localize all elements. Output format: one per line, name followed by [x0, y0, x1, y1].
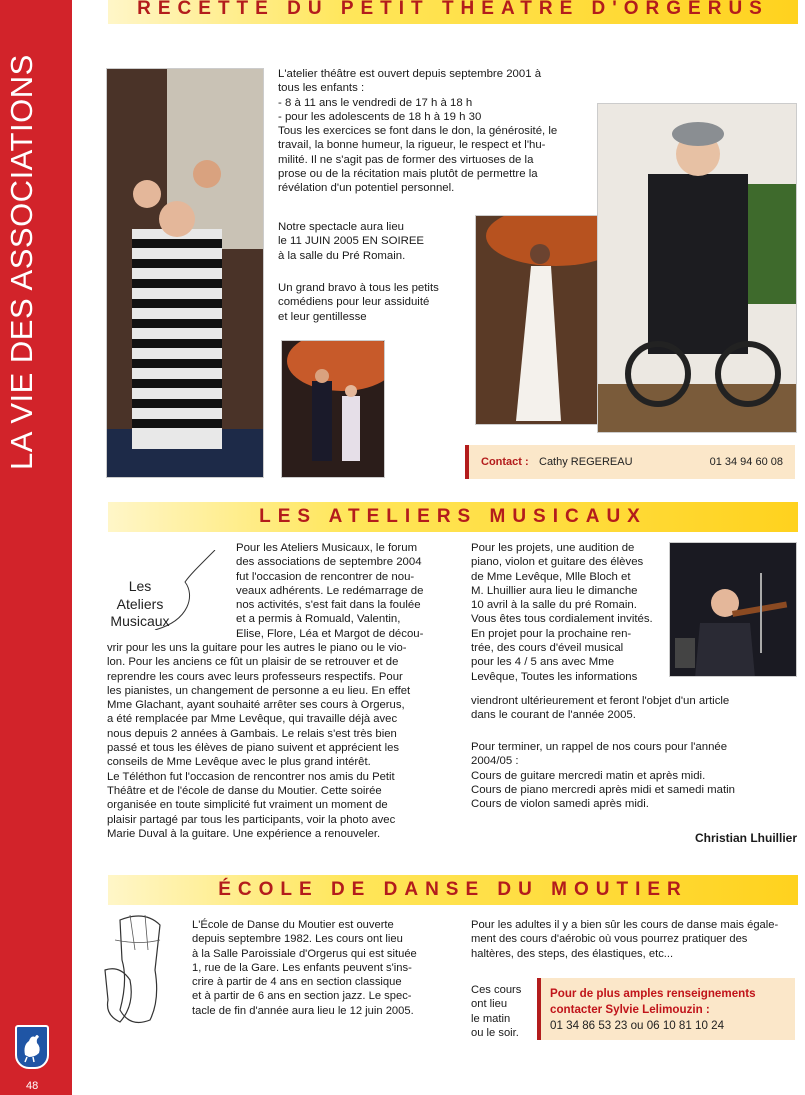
theatre-paragraph-2 — [278, 220, 478, 263]
text-line: En projet pour la prochaine ren- — [471, 627, 632, 640]
text-line: passé et tous les élèves de piano suivent et apprécient les — [107, 742, 400, 755]
text-line: ont lieu — [471, 998, 508, 1011]
text-line: - 8 à 11 ans le vendredi de 17 h à 18 h — [278, 96, 473, 109]
music-right-narrow — [471, 541, 663, 684]
text-line: milité. Il ne s'agit pas de former des virtuoses de la — [278, 153, 534, 166]
text-line: dans le courant de l'année 2005. — [471, 709, 636, 722]
contact-label: Contact : — [481, 456, 529, 468]
music-left-indented — [236, 541, 460, 641]
contact-name: Cathy REGEREAU — [539, 456, 633, 468]
text-line: prose ou de la récitation mais plutôt de permettre la — [278, 168, 538, 181]
text-line: a été remplacée par Mme Levêque, qui travaille déjà avec — [107, 713, 398, 726]
info-title-1: Pour de plus amples renseignements — [550, 987, 756, 1000]
danse-left — [192, 918, 432, 1018]
text-line: fut l'occasion de rencontrer de nou- — [236, 570, 415, 583]
text-line: M. Lhuillier aura lieu le dimanche — [471, 584, 638, 597]
text-line: révélation d'un potentiel personnel. — [278, 182, 455, 195]
text-line: nous depuis 2 années à Gambais. Le relais s'est très bien — [107, 727, 397, 740]
text-line: à la Salle Paroissiale d'Orgerus qui est située — [192, 947, 417, 960]
info-box-danse — [537, 978, 795, 1040]
text-line: Mme Glachant, ayant souhaité arrêter ses cours à Orgerus, — [107, 699, 405, 712]
text-line: piano, violon et guitare des élèves — [471, 556, 644, 569]
photo-stage — [281, 340, 385, 478]
rooster-shield-icon — [15, 1025, 49, 1069]
section-header-theatre — [108, 0, 798, 24]
text-line: haltères, des steps, des élastiques, etc... — [471, 947, 674, 960]
text-line: organisée en toute simplicité fut vraiment un moment de — [107, 799, 388, 812]
text-line: Pour terminer, un rappel de nos cours pour l'année — [471, 741, 728, 753]
text-line: pour les 4 / 5 ans avec Mme — [471, 656, 615, 669]
photo-violin — [669, 542, 797, 677]
text-line: Cours de guitare mercredi matin et après midi. — [471, 769, 706, 782]
text-line: Marie Duval à la guitare. Une expérience a renouveler. — [107, 827, 381, 840]
callout-line: Musicaux — [110, 613, 170, 629]
text-line: viendront ultérieurement et feront l'objet d'un article — [471, 695, 730, 707]
section-header-danse — [108, 875, 798, 905]
section-title-music: LES ATELIERS MUSICAUX — [259, 506, 647, 527]
text-line: et a permis à Romuald, Valentin, — [236, 613, 401, 626]
text-line: de Mme Levêque, Mlle Bloch et — [471, 570, 631, 583]
text-line: Le Téléthon fut l'occasion de rencontrer nos amis du Petit — [107, 770, 395, 783]
callout-text — [100, 578, 180, 631]
text-line: trée, des cours d'éveil musical — [471, 642, 624, 655]
text-line: Théâtre et de l'école de danse du Moutier. Cette soirée — [107, 784, 382, 797]
callout-line: Ateliers — [116, 595, 164, 612]
page-number: 48 — [26, 1080, 39, 1092]
text-line: lon. Pour les anciens ce fût un plaisir de se retrouver et de — [107, 656, 399, 669]
text-line: L'atelier théâtre est ouvert depuis septembre 2001 à — [278, 68, 542, 80]
text-line: vrir pour les uns la guitare pour les autres le piano ou le vio- — [107, 642, 407, 654]
photo-wheelchair — [597, 103, 797, 433]
text-line: travail, la bonne humeur, la rigueur, le respect et l'hu- — [278, 139, 546, 152]
text-line: Pour les adultes il y a bien sûr les cours de danse mais égale- — [471, 919, 779, 931]
ballet-shoes-drawing — [100, 910, 180, 1030]
text-line: veaux adhérents. Le redémarrage de — [236, 584, 424, 597]
text-line: Pour les Ateliers Musicaux, le forum — [236, 542, 418, 554]
text-line: et à partir de 6 ans en section jazz. Le spec- — [192, 990, 412, 1003]
text-line: et leur gentillesse — [278, 310, 367, 323]
text-line: tous les enfants : — [278, 82, 365, 95]
text-line: Vous êtes tous cordialement invités. — [471, 613, 653, 626]
text-line: Levêque, Toutes les informations — [471, 670, 638, 683]
text-line: Elise, Flore, Léa et Margot de décou- — [236, 627, 424, 640]
text-line: depuis septembre 1982. Les cours ont lieu — [192, 933, 403, 946]
info-phones: 01 34 86 53 23 ou 06 10 81 10 24 — [550, 1019, 725, 1032]
text-line: les pianistes, un changement de personne a eu lieu. En effet — [107, 684, 411, 697]
sidebar-title: LA VIE DES ASSOCIATIONS — [4, 54, 39, 470]
text-line: reprendre les cours avec leurs professeurs respectifs. Pour — [107, 670, 403, 683]
text-line: Pour les projets, une audition de — [471, 542, 635, 554]
callout-ateliers — [100, 570, 210, 640]
text-line: crire à partir de 4 ans en section classique — [192, 976, 402, 989]
text-line: le 11 JUIN 2005 EN SOIREE — [278, 235, 425, 248]
text-line: conseils de Mme Levêque avec le plus grand intérêt. — [107, 756, 371, 769]
music-reminder — [471, 740, 797, 811]
section-header-music — [108, 502, 798, 532]
text-line: 2004/05 : — [471, 755, 519, 768]
contact-phone: 01 34 94 60 08 — [709, 456, 783, 468]
text-line: - pour les adolescents de 18 h à 19 h 30 — [278, 110, 482, 123]
text-line: Ces cours — [471, 984, 522, 996]
text-line: Cours de violon samedi après midi. — [471, 798, 649, 811]
music-left-full — [107, 641, 461, 841]
info-title-2: contacter Sylvie Lelimouzin : — [550, 1003, 710, 1016]
text-line: tacle de fin d'année aura lieu le 12 juin 2005. — [192, 1004, 414, 1017]
text-line: comédiens pour leur assiduité — [278, 296, 430, 309]
text-line: Cours de piano mercredi après midi et samedi matin — [471, 783, 735, 796]
text-line: L'École de Danse du Moutier est ouverte — [192, 919, 394, 931]
music-signature: Christian Lhuillier — [694, 831, 797, 845]
text-line: Tous les exercices se font dans le don, la générosité, le — [278, 125, 558, 138]
text-line: le matin — [471, 1012, 511, 1025]
callout-line: Les — [128, 578, 152, 594]
rooster-icon — [17, 1027, 47, 1067]
text-line: 10 avril à la salle du pré Romain. — [471, 599, 637, 612]
text-line: Un grand bravo à tous les petits — [278, 282, 439, 294]
text-line: à la salle du Pré Romain. — [278, 249, 406, 262]
danse-small — [471, 983, 535, 1040]
theatre-paragraph-1 — [278, 67, 588, 196]
section-title-danse: ÉCOLE DE DANSE DU MOUTIER — [218, 879, 688, 900]
theatre-paragraph-3 — [278, 281, 478, 324]
photo-dancer-white — [475, 215, 610, 425]
section-title-theatre: RECETTE DU PETIT THEATRE D'ORGERUS — [137, 0, 769, 19]
music-right-full — [471, 694, 797, 723]
text-line: nos activités, s'est fait dans la foulée — [236, 599, 421, 612]
contact-bar-theatre — [465, 445, 795, 479]
text-line: 1, rue de la Gare. Les enfants peuvent s'ins- — [192, 961, 412, 974]
photo-prisoners — [106, 68, 264, 478]
text-line: ou le soir. — [471, 1026, 519, 1039]
sidebar — [0, 0, 72, 1095]
text-line: Notre spectacle aura lieu — [278, 221, 404, 233]
danse-right — [471, 918, 799, 961]
text-line: plaisir partagé par tous les participants, voir la photo avec — [107, 813, 396, 826]
text-line: ment des cours d'aérobic où vous pourrez pratiquer des — [471, 933, 748, 946]
text-line: des associations de septembre 2004 — [236, 556, 422, 569]
